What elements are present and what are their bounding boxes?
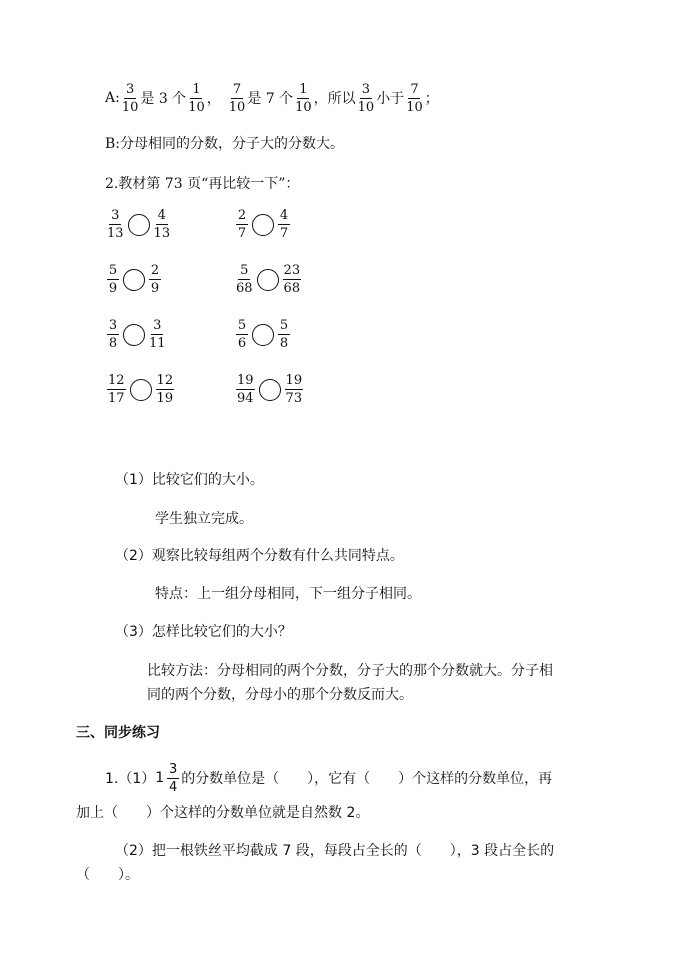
question-2: （2）观察比较每组两个分数有什么共同特点。 bbox=[115, 548, 404, 564]
line-a-text: ； bbox=[424, 91, 439, 107]
fraction: $\frac{19}{94}$ bbox=[237, 373, 254, 406]
answer-circle[interactable] bbox=[128, 214, 150, 236]
fraction: $\frac{5}{9}$ bbox=[108, 263, 118, 296]
answer-circle[interactable] bbox=[252, 214, 274, 236]
comparison-1 bbox=[105, 209, 172, 240]
fraction: $\frac{4}{7}$ bbox=[279, 208, 289, 241]
answer-circle[interactable] bbox=[259, 379, 281, 401]
item-2-heading: 2.教材第 73 页“再比较一下”： bbox=[105, 176, 300, 192]
fraction: $\frac{2}{7}$ bbox=[237, 208, 247, 241]
answer-circle[interactable] bbox=[123, 269, 145, 291]
fraction: $\frac{12}{17}$ bbox=[108, 373, 125, 406]
exercise-1-line2: 加上（ ）个这样的分数单位就是自然数 2。 bbox=[76, 805, 370, 821]
question-1-answer: 学生独立完成。 bbox=[155, 511, 253, 527]
fraction: $\frac{5}{8}$ bbox=[279, 318, 289, 351]
fraction: $\frac{19}{73}$ bbox=[285, 373, 303, 406]
line-a-text: 是 3 个 bbox=[140, 91, 187, 107]
comparison-2 bbox=[234, 209, 292, 240]
fraction: $\frac{3}{8}$ bbox=[108, 318, 118, 351]
section-title: 三、同步练习 bbox=[76, 725, 160, 741]
line-a-text: ， bbox=[206, 91, 221, 107]
answer-circle[interactable] bbox=[123, 324, 145, 346]
exercise-1-rest: 的分数单位是（ ），它有（ ）个这样的分数单位，再 bbox=[181, 771, 553, 787]
fraction: $\frac{5}{6}$ bbox=[237, 318, 247, 351]
comparison-7 bbox=[105, 374, 176, 405]
fraction: $\frac{7}{10}$ bbox=[228, 81, 246, 115]
line-a-text: ，所以 bbox=[313, 91, 356, 107]
question-2-answer: 特点：上一组分母相同，下一组分子相同。 bbox=[155, 586, 421, 602]
comparison-3 bbox=[105, 264, 163, 295]
fraction: $\frac{3}{10}$ bbox=[357, 81, 375, 115]
answer-circle[interactable] bbox=[257, 269, 279, 291]
fraction: $\frac{3}{13}$ bbox=[107, 208, 124, 241]
fraction: $\frac{3}{11}$ bbox=[149, 318, 166, 351]
answer-circle[interactable] bbox=[252, 324, 274, 346]
exercise-2-line2: （ ）。 bbox=[76, 867, 139, 883]
exercise-1-line1 bbox=[105, 758, 552, 798]
mixed-number: 1 $\frac{3}{4}$ bbox=[155, 761, 178, 795]
line-a-text: 小于 bbox=[376, 91, 405, 107]
comparison-5 bbox=[105, 319, 168, 350]
comparison-8 bbox=[234, 374, 305, 405]
exercise-2-line1: （2）把一根铁丝平均截成 7 段，每段占全长的（ ），3 段占全长的 bbox=[115, 843, 555, 859]
comparison-6 bbox=[234, 319, 292, 350]
question-3: （3）怎样比较它们的大小？ bbox=[115, 624, 292, 640]
fraction: $\frac{5}{68}$ bbox=[236, 263, 253, 296]
line-b: B:分母相同的分数，分子大的分数大。 bbox=[105, 136, 345, 152]
fraction: $\frac{2}{9}$ bbox=[150, 263, 160, 296]
fraction: $\frac{3}{10}$ bbox=[121, 81, 139, 115]
line-a bbox=[105, 78, 439, 118]
fraction: $\frac{1}{10}$ bbox=[188, 81, 205, 115]
fraction: $\frac{1}{10}$ bbox=[295, 81, 312, 115]
answer-circle[interactable] bbox=[130, 379, 152, 401]
line-a-prefix: A: bbox=[105, 90, 120, 106]
question-1: （1）比较它们的大小。 bbox=[115, 472, 264, 488]
question-3-answer-line2: 同的两个分数，分母小的那个分数反而大。 bbox=[147, 687, 413, 703]
exercise-1-prefix: 1.（1） bbox=[105, 771, 156, 787]
comparison-4 bbox=[234, 264, 303, 295]
fraction: $\frac{12}{19}$ bbox=[156, 373, 174, 406]
fraction: $\frac{23}{68}$ bbox=[283, 263, 301, 296]
line-a-text: 是 7 个 bbox=[247, 91, 294, 107]
fraction: $\frac{4}{13}$ bbox=[153, 208, 171, 241]
fraction: $\frac{7}{10}$ bbox=[406, 81, 423, 115]
question-3-answer-line1: 比较方法：分母相同的两个分数，分子大的那个分数就大。分子相 bbox=[147, 663, 553, 679]
